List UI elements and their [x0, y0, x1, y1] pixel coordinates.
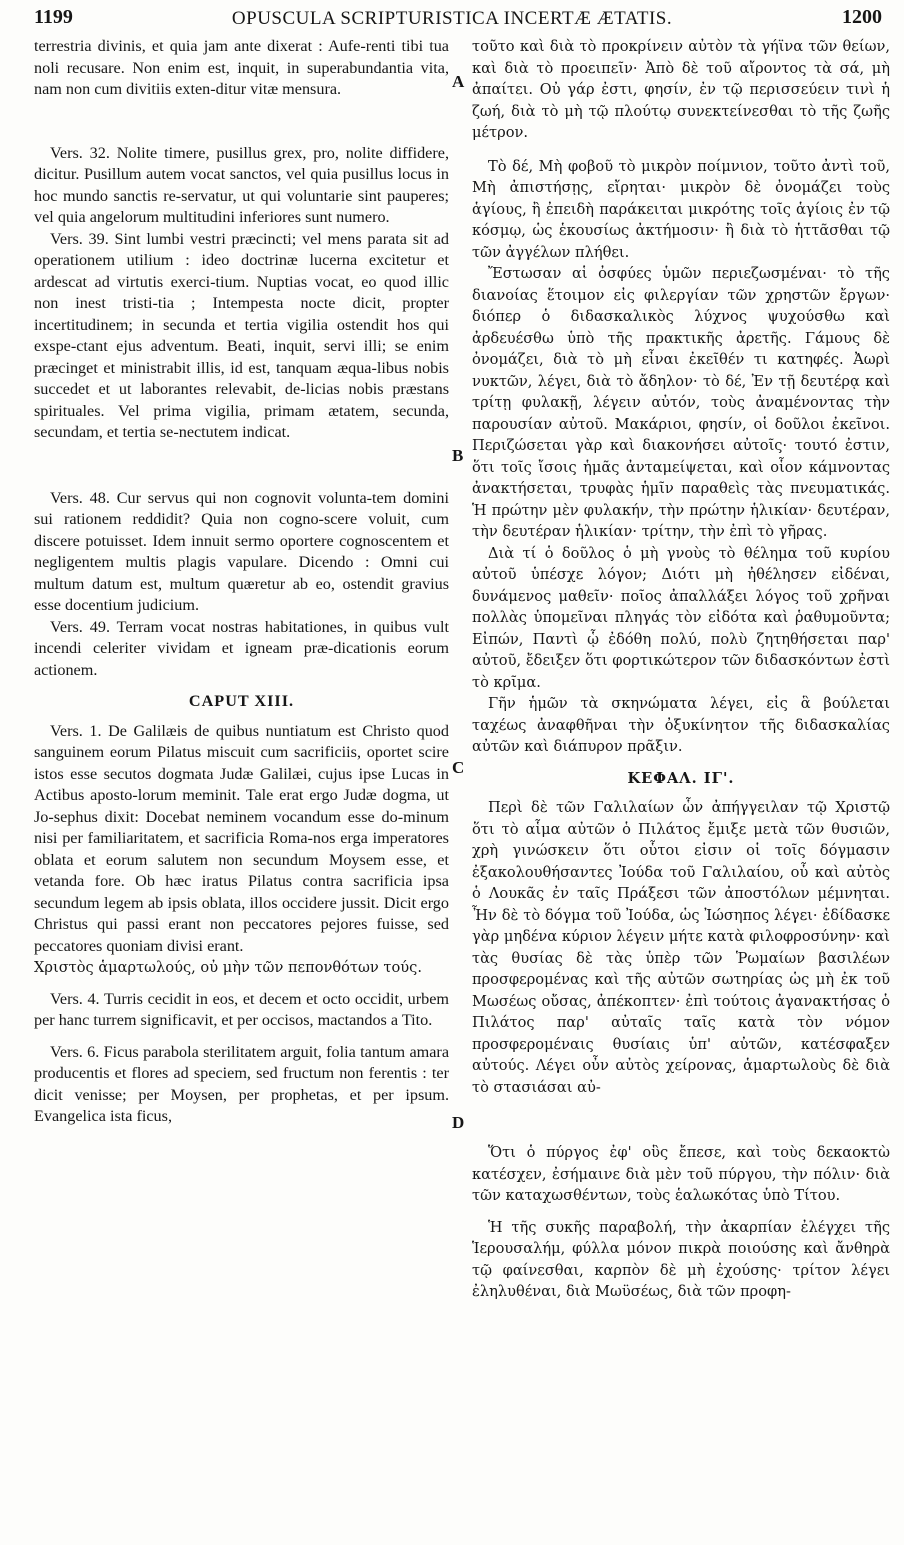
latin-paragraph: Vers. 48. Cur servus qui non cognovit volunta-tem domini sui rationem reddidit? Quia non cogno-scere voluit, cum discere potuisset. Idem innuit sermo oportere cognoscentem et negligentem multis plagis vapulare. Dicendo : Omni cui multum datum est, multum quæretur ab eo, ostendit gravius esse docentium judicium.: [34, 488, 449, 614]
greek-column: [472, 36, 890, 1303]
greek-paragraph: Ἔστωσαν αἱ ὀσφύες ὑμῶν περιεζωσμέναι· τὸ τῆς διανοίας ἕτοιμον εἰς φιλεργίαν τῶν χρηστῶν ἔργων· διόπερ ὁ διδασκαλικὸς λύχνος ψυχούσθω καὶ ἀρδευέσθω ὑπὸ τῆς πρακτικῆς ἀρετῆς. Γάμους δὲ ὀνομάζει, διὰ τὸ μὴ εἶναι ἐκεῖθέν τι κατηφές. Ἀωρὶ νυκτῶν, λέγει, διὰ τὸ ἄδηλον· τὸ δέ, Ἐν τῇ δευτέρᾳ καὶ τρίτῃ φυλακῇ, λέγειν αὐτόν, τοὺς ἀναμένοντας τὴν παρουσίαν αὐτοῦ. Μακάριοι, φησίν, οἱ δοῦλοι ἐκεῖνοι. Περιζώσεται γὰρ καὶ διακονήσει αὐτοῖς· τουτό ἐστιν, ὅτι τοῖς ἴσοις ἡμᾶς ἀνταμείψεται, καὶ οἷον κάμνοντας ἀνακτήσεται, τρυφὰς ἡμῖν παραθεὶς τὰς πνευματικάς. Ἡ πρώτην μὲν φυλακήν, τὴν πρώτην ἡλικίαν· δευτέραν, τὴν δευτέραν ἡλικίαν· τρίτην, τὴν ἐπὶ τὸ γῆρας.: [472, 265, 890, 540]
latin-paragraph: Vers. 32. Nolite timere, pusillus grex, pro, nolite diffidere, dicitur. Pusillum autem vocat sanctos, vel quia pusillus locus in hoc mundo sanctis re-servatur, ut qui voluntarie sint pauperes; vel quia angelorum multitudini inferiores sunt numero.: [34, 143, 449, 226]
latin-greek-fragment: Χριστὸς ἁμαρτωλούς, οὐ μὴν τῶν πεπονθότων τούς.: [34, 959, 422, 976]
greek-paragraph: Γῆν ἡμῶν τὰ σκηνώματα λέγει, εἰς ἃ βούλεται ταχέως ἀναφθῆναι τὴν ὀξυκίνητον τῆς διδασκαλίας αὐτῶν καὶ διάπυρον πρᾶξιν.: [472, 695, 890, 755]
latin-paragraph: Vers. 49. Terram vocat nostras habitationes, in quibus vult incendi celeriter vividam et igneam præ-dicationis eorum actionem.: [34, 617, 449, 679]
page-number-left: 1199: [34, 6, 73, 28]
greek-paragraph: τοῦτο καὶ διὰ τὸ προκρίνειν αὐτὸν τὰ γήϊνα τῶν θείων, καὶ διὰ τὸ προειπεῖν· Ἀπὸ δὲ τοῦ αἴροντος τὰ σά, μὴ ἀπαίτει. Οὐ γάρ ἐστι, φησίν, ἐν τῷ περισσεύειν τινὶ ἡ ζωή, διὰ τὸ μὴ τῷ πλούτῳ συνεκτείνεσθαι τὸ τῆς ζωῆς μέτρον.: [472, 38, 890, 141]
greek-paragraph: Ὅτι ὁ πύργος ἐφ' οὓς ἔπεσε, καὶ τοὺς δεκαοκτὼ κατέσχεν, ἐσήμαινε διὰ μὲν τοῦ πύργου, τὴν πόλιν· διὰ τῶν καταχωσθέντων, τοὺς ἑαλωκότας ὑπὸ Τίτου.: [472, 1144, 890, 1204]
margin-letter-a: A: [452, 72, 465, 91]
greek-paragraph: Τὸ δέ, Μὴ φοβοῦ τὸ μικρὸν ποίμνιον, τοῦτο ἀντὶ τοῦ, Μὴ ἀπιστήσῃς, εἴρηται· μικρὸν δὲ ὀνομάζει τοὺς ἁγίους, ἢ ἐπειδὴ παράκειται μικρότης τοῖς ἁγίοις ἐν τῷ κόσμῳ, ὡς ἑκουσίως ἀκτήμοσιν· ἢ διὰ τὸ ἡττᾶσθαι τῷ τῶν ἀγγέλων πλήθει.: [472, 157, 890, 261]
latin-column: [34, 36, 449, 1128]
latin-paragraph: Vers. 1. De Galilæis de quibus nuntiatum est Christo quod sanguinem eorum Pilatus miscuit cum sacrificiis, oportet scire istos esse secutos dogmata Judæ Galilæi, cujus ipse Lucas in Actibus aposto-lorum meminit. Tale erat ergo Judæ dogma, ut Jo-sephus dixit: Docebat neminem vocandum esse do-minum nisi per familiaritatem, et sacrificia Roma-nos erga imperatores oblata et eorum salutem non secundum Moysem esse, et vetanda fore. Ob hæc iratus Pilatus contra sacrificia ipsa secundum legem ab ipsis oblata, illos occidere jussit. Dicit ergo Christus qui passi erant non peccatores pejores fuisse, sed peccatores quoniam divisi erant.: [34, 721, 449, 955]
latin-paragraph: terrestria divinis, et quia jam ante dixerat : Aufe-renti tibi tua noli recusare. Non enim est, inquit, in superabundantia vita, nam non cum divitiis exten-ditur vitæ mensura.: [34, 37, 449, 98]
latin-paragraph: Vers. 4. Turris cecidit in eos, et decem et octo occidit, urbem per hanc turrem significavit, et per occisos, mactandos a Tito.: [34, 989, 449, 1029]
margin-letter-d: D: [452, 1113, 465, 1132]
page-number-right: 1200: [842, 6, 882, 28]
margin-letter-c: C: [452, 758, 465, 777]
greek-paragraph: Διὰ τί ὁ δοῦλος ὁ μὴ γνοὺς τὸ θέλημα τοῦ κυρίου αὐτοῦ ὑπέσχε λόγον; Διότι μὴ ἠθέλησεν εἰδέναι, δυνάμενος μαθεῖν· ποῖος ἀπαλλάξει λόγος τοῦ χρῆναι πολλὰς ὑπομεῖναι πληγάς τὸν εἰδότα καὶ ῥαθυμοῦντα; Εἰπών, Παντὶ ᾧ ἐδόθη πολύ, πολὺ ζητηθήσεται παρ' αὐτοῦ, ἔδειξεν ὅτι φορτικώτερον τῶν διδασκόντων ἐστὶ τὸ κρῖμα.: [472, 544, 890, 691]
running-title: OPUSCULA SCRIPTURISTICA INCERTÆ ÆTATIS.: [231, 8, 673, 29]
greek-paragraph: Περὶ δὲ τῶν Γαλιλαίων ὧν ἀπήγγειλαν τῷ Χριστῷ ὅτι τὸ αἷμα αὐτῶν ὁ Πιλάτος ἔμιξε μετὰ τῶν θυσιῶν, χρὴ γινώσκειν ὅτι οὗτοι εἰσιν οἱ τοῖς δόγμασιν ἐξακολουθήσαντες Ἰούδα τοῦ Γαλιλαίου, οὗ καὶ αὐτὸς ὁ Λουκᾶς ἐν ταῖς Πράξεσι τῶν ἀποστόλων μέμνηται. Ἦν δὲ τὸ δόγμα τοῦ Ἰούδα, ὡς Ἰώσηπος λέγει· ἐδίδασκε γὰρ μηδένα κύριον λέγειν μήτε κατὰ φιλοφροσύνην· καὶ τὰς θυσίας δὲ τὰς ὑπὲρ τῶν Ῥωμαίων βασιλέων προσφερομένας καὶ τῆς αὐτῶν σωτηρίας ὡς μὴ ἐκ τοῦ Μωσέως οὔσας, ἀπέκοπτεν· ἐπὶ τούτοις ἀγανακτήσας ὁ Πιλάτος παρ' αὐταῖς ταῖς κατὰ τὸν νόμον προσφερομέναις θυσίαις ὑπ' αὐτῶν, κατέσφαξεν αὐτούς. Λέγει οὖν αὐτὸς χείρονας, ἁμαρτωλοὺς δὲ διὰ τὸ στασιάσαι αὐ-: [472, 799, 890, 1096]
margin-letter-b: B: [452, 446, 464, 465]
greek-chapter-heading: ΚΕΦΑΛ. ΙΓ'.: [627, 769, 735, 787]
latin-paragraph: Vers. 39. Sint lumbi vestri præcincti; vel mens parata sit ad operationem utilium : ideo doctrinæ lucerna excitetur et ardescat ad virtutis exerci-tium. Nuptias vocat, eo quod illic non inest tristi-tia ; Intempesta nocte dicit, propter incertitudinem; in secunda et tertia vigilia ostendit hos qui exspe-ctant ejus adventum. Beati, inquit, servi illi; se enim præcinget et ministrabit illis, id est, tanquam æqua-libus nobis succedet et ut laborantes relevabit, de-licias nobis præstans spirituales. Vel prima vigilia, primam ætatem, secunda, secundam, et tertia se-nectutem indicat.: [34, 229, 449, 441]
latin-paragraph: Vers. 6. Ficus parabola sterilitatem arguit, folia tantum amara producentis et flores ad speciem, sed fructum non ferentis : ter dicit venisse; per Moysen, per prophetas, et per ipsum. Evangelica ista ficus,: [34, 1042, 449, 1125]
greek-paragraph: Ἡ τῆς συκῆς παραβολή, τὴν ἀκαρπίαν ἐλέγχει τῆς Ἱερουσαλήμ, φύλλα μόνον πικρὰ ποιούσης καὶ ἄνθηρὰ τῷ φαίνεσθαι, καρπὸν δὲ μὴ ἐχούσης· τρίτον λέγει ἐληλυθέναι, διὰ Μωϋσέως, διὰ τῶν προφη-: [472, 1218, 890, 1300]
latin-chapter-heading: CAPUT XIII.: [188, 692, 295, 710]
